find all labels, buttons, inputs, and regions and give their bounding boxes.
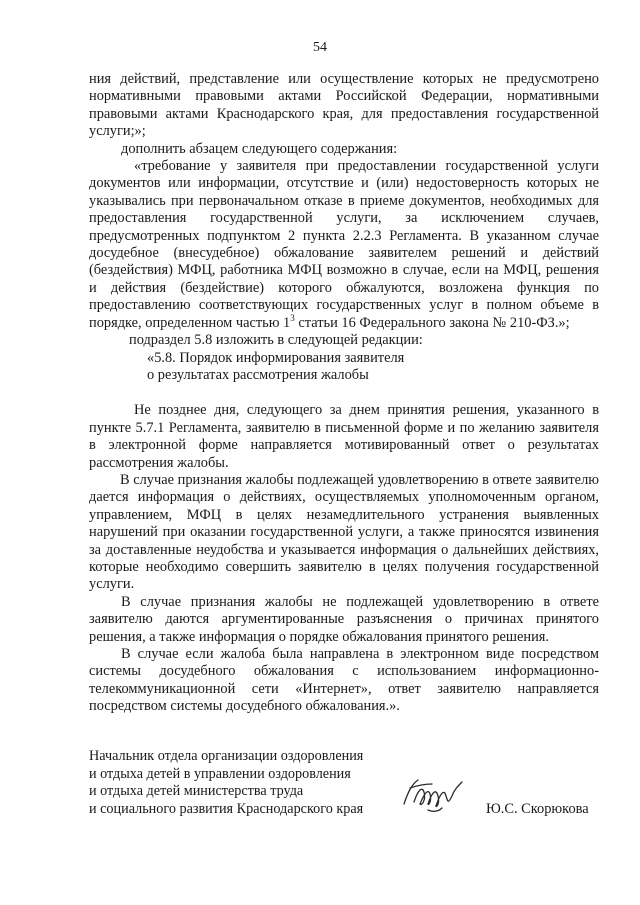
paragraph-subsection-instruction: подраздел 5.8 изложить в следующей редакции: xyxy=(129,332,423,349)
quoted-requirement-text: «требование у заявителя при предоставлении государственной услуги документов или информации, отсутствие и (или) недостоверность которых не указывались при первоначальном отказе в приеме документов, необходимых для предоставления государственной услуги, за исключением случаев, предусмотренных подпунктом 2 пункта 2.2.3 Регламента. В указанном случае досудебное (внесудебное) обжалование заявителем решений и действий (бездействия) МФЦ, работника МФЦ возможно в случае, если на МФЦ, решения и действия (бездействие) которого обжалуются, возложена функция по предоставлению соответствующих государственных услуг в полном объеме в порядке, определенном частью 1 xyxy=(89,158,599,331)
paragraph-instruction: дополнить абзацем следующего содержания: xyxy=(121,140,398,157)
section-heading-line2: о результатах рассмотрения жалобы xyxy=(147,366,369,383)
quoted-requirement-end: статьи 16 Федерального закона № 210-ФЗ.»; xyxy=(294,314,570,331)
section-heading-line1: «5.8. Порядок информирования заявителя xyxy=(147,349,405,366)
document-body xyxy=(89,71,599,716)
section-paragraph: В случае признания жалобы не подлежащей удовлетворению в ответе заявителю даются аргументированные разъяснения о причинах принятого решения, а также информация о порядке обжалования принятого решения. xyxy=(89,593,599,645)
paragraph-continuation: ния действий, представление или осуществление которых не предусмотрено нормативными правовыми актами Российской Федерации, нормативными правовыми актами Краснодарского края, для предоставления государственной услуги;»; xyxy=(89,71,599,140)
signer-name: Ю.С. Скорюкова xyxy=(486,801,589,817)
page-number: 54 xyxy=(313,40,327,55)
section-paragraph: В случае признания жалобы подлежащей удовлетворению в ответе заявителю дается информация о действиях, осуществляемых уполномоченным органом, управлением, МФЦ в целях незамедлительного устранения выявленных нарушений при оказании государственной услуги, а также приносятся извинения за доставленные неудобства и указывается информация о дальнейших действиях, которые необходимо совершить заявителю в целях получения государственной услуги. xyxy=(89,471,599,593)
signer-title-line: и отдыха детей в управлении оздоровления xyxy=(89,765,351,782)
signer-title-line: и социального развития Краснодарского края xyxy=(89,800,364,817)
section-paragraph: В случае если жалоба была направлена в электронном виде посредством системы досудебного обжалования с использованием информационно-телекоммуникационной сети «Интернет», ответ заявителю направляется посредством системы досудебного обжалования.». xyxy=(89,646,599,715)
paragraph-quoted-requirement xyxy=(89,158,599,332)
signature-block xyxy=(89,748,389,818)
section-paragraph: Не позднее дня, следующего за днем принятия решения, указанного в пункте 5.7.1 Регламента, заявителю в письменной форме и по желанию заявителя в электронной форме направляется мотивированный ответ о результатах рассмотрения жалобы. xyxy=(89,402,599,471)
signer-title-line: Начальник отдела организации оздоровления xyxy=(89,748,364,764)
signer-title-line: и отдыха детей министерства труда xyxy=(89,783,304,800)
superscript-number: 3 xyxy=(290,312,295,323)
handwritten-signature-icon xyxy=(398,770,468,820)
